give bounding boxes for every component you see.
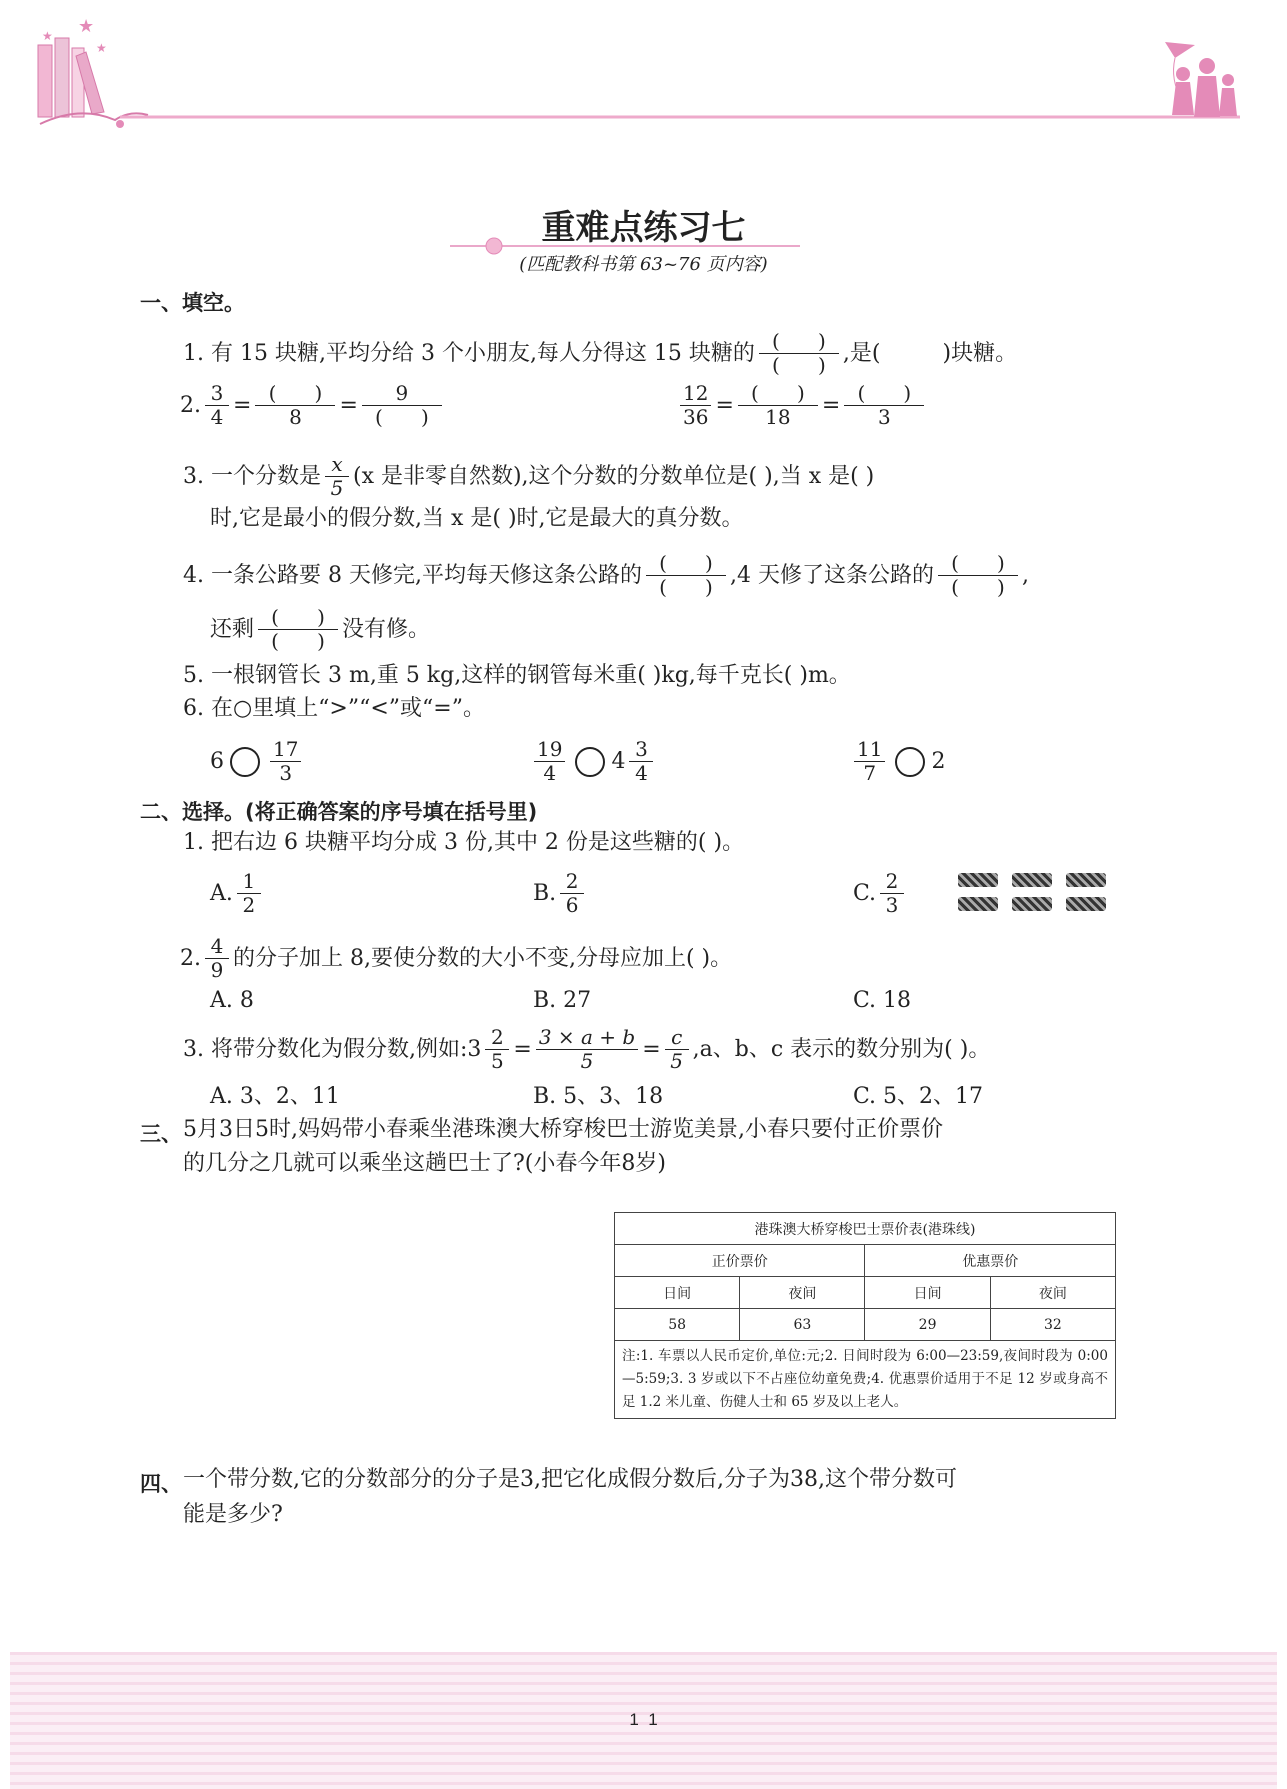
candy-icon xyxy=(1066,897,1106,911)
fare-group-regular: 正价票价 xyxy=(615,1245,865,1277)
fare-value: 32 xyxy=(990,1309,1115,1341)
compare-2-rnum: 3 xyxy=(629,738,653,762)
candy-icon xyxy=(958,873,998,887)
question-1-2-right: $\frac{12}{36}$ = $\frac{( )}{18}$ = $\frac{( )}{3}$ xyxy=(676,382,928,429)
q1-text-a: 1. 有 15 块糖,平均分给 3 个小朋友,每人分得这 15 块糖的 xyxy=(183,340,755,366)
q4-text-b: ,4 天修了这条公路的 xyxy=(729,562,934,588)
option-label: B. xyxy=(533,880,557,906)
choice-3-option-b: B. 5、3、18 xyxy=(533,1084,664,1109)
fare-col-header: 日间 xyxy=(615,1277,740,1309)
choice-1-option-b xyxy=(533,870,588,917)
candy-icon xyxy=(958,897,998,911)
question-1-3-cont: 时,它是最小的假分数,当 x 是( )时,它是最大的真分数。 xyxy=(210,506,744,531)
svg-text:★: ★ xyxy=(78,16,95,37)
q2-g1-num: 12 xyxy=(680,382,711,406)
choice-3-mixed-num: 2 xyxy=(485,1026,509,1050)
option-den: 2 xyxy=(242,893,256,917)
choice-2-label: 2. xyxy=(180,945,201,971)
compare-2-whole: 4 xyxy=(611,748,626,774)
section-4-heading: 四、 xyxy=(140,1472,182,1496)
q4-text-a: 4. 一条公路要 8 天修完,平均每天修这条公路的 xyxy=(183,562,642,588)
choice-3 xyxy=(183,1026,990,1073)
children-kite-icon xyxy=(1165,42,1237,117)
choice-2-num: 4 xyxy=(205,935,229,959)
compare-1-num: 17 xyxy=(270,738,301,762)
fare-col-header: 日间 xyxy=(865,1277,990,1309)
equals-sign: = xyxy=(642,1036,661,1062)
q2-f1-den: 4 xyxy=(210,405,224,429)
option-num: 1 xyxy=(237,870,261,894)
choice-2-den: 9 xyxy=(210,958,224,982)
compare-2-rden: 4 xyxy=(635,761,648,785)
fare-value: 58 xyxy=(615,1309,740,1341)
q3-frac-den: 5 xyxy=(330,476,344,500)
q4-text-d: 还剩 xyxy=(210,616,255,642)
q2-g2-den: 18 xyxy=(765,405,791,429)
question-1-4-cont: 还剩 $\frac{( )}{( )}$ 没有修。 xyxy=(210,605,431,653)
section-4-line-1: 一个带分数,它的分数部分的分子是3,把它化成假分数后,分子为38,这个带分数可 xyxy=(183,1467,957,1492)
fare-table-title: 港珠澳大桥穿梭巴士票价表(港珠线) xyxy=(615,1213,1116,1245)
q3-frac-num: x xyxy=(325,453,349,477)
books-icon xyxy=(38,16,148,128)
fare-value: 29 xyxy=(865,1309,990,1341)
q1-text-c: )块糖。 xyxy=(942,340,1018,366)
q3-text-a: 3. 一个分数是 xyxy=(183,463,321,489)
compare-2-num: 19 xyxy=(534,738,565,762)
compare-circle[interactable] xyxy=(575,747,605,777)
candy-icon xyxy=(1066,873,1106,887)
compare-3-right: 2 xyxy=(931,748,946,774)
section-fill-heading: 一、填空。 xyxy=(140,291,245,315)
fare-col-header: 夜间 xyxy=(990,1277,1115,1309)
question-1-6: 6. 在○里填上“>”“<”或“=”。 xyxy=(183,696,485,721)
header-decoration xyxy=(0,0,1287,140)
fare-group-discount: 优惠票价 xyxy=(865,1245,1116,1277)
q4-text-c: , xyxy=(1021,562,1029,588)
question-1-2-left: 2. $\frac{3}{4}$ = $\frac{( )}{8}$ = $\frac{9}{( )}$ xyxy=(180,382,446,429)
option-den: 3 xyxy=(885,893,899,917)
q1-text-b: ,是( xyxy=(842,340,881,366)
equals-sign: = xyxy=(339,392,358,418)
choice-3-mixed-den: 5 xyxy=(491,1049,504,1073)
section-3-line-1: 5月3日5时,妈妈带小春乘坐港珠澳大桥穿梭巴士游览美景,小春只要付正价票价 xyxy=(183,1117,943,1142)
q1-fraction-blank: $\frac{( )}{( )}$ xyxy=(759,330,839,377)
q4-text-e: 没有修。 xyxy=(342,616,431,642)
choice-2-option-a: A. 8 xyxy=(210,988,254,1013)
section-choice-heading: 二、选择。(将正确答案的序号填在括号里) xyxy=(140,800,538,824)
compare-1-den: 3 xyxy=(279,761,293,785)
compare-1-left: 6 xyxy=(210,748,224,774)
question-1-4: 4. 一条公路要 8 天修完,平均每天修这条公路的 $\frac{( )}{( )}$ ,4 天修了这条公路的 $\frac{( )}{( )}$ , xyxy=(183,551,1029,599)
choice-2-text: 的分子加上 8,要使分数的大小不变,分母应加上( )。 xyxy=(233,945,733,971)
section-4-line-2: 能是多少? xyxy=(183,1502,283,1527)
choice-2-option-b: B. 27 xyxy=(533,988,592,1013)
candy-image xyxy=(958,873,1106,911)
equals-sign: = xyxy=(233,392,252,418)
compare-item-3 xyxy=(850,738,945,785)
choice-2 xyxy=(180,935,732,982)
question-1-3 xyxy=(183,453,874,500)
page-title: 重难点练习七 xyxy=(541,208,746,248)
q2-label: 2. xyxy=(180,392,201,418)
svg-text:★: ★ xyxy=(42,29,53,43)
choice-1: 1. 把右边 6 块糖平均分成 3 份,其中 2 份是这些糖的( )。 xyxy=(183,830,745,855)
choice-3-text-a: 3. 将带分数化为假分数,例如:3 xyxy=(183,1036,482,1062)
option-den: 6 xyxy=(565,893,579,917)
question-1-1 xyxy=(183,330,1017,377)
compare-item-1 xyxy=(210,738,305,785)
candy-icon xyxy=(1012,897,1052,911)
choice-1-option-c xyxy=(853,870,908,917)
section-3-line-2: 的几分之几就可以乘坐这趟巴士了?(小春今年8岁) xyxy=(183,1151,666,1176)
choice-1-option-a xyxy=(210,870,265,917)
q2-f2-den: 8 xyxy=(289,405,302,429)
choice-3-text-b: ,a、b、c 表示的数分别为( )。 xyxy=(692,1036,991,1062)
q2-g3-den: 3 xyxy=(877,405,891,429)
compare-item-2 xyxy=(530,738,657,785)
choice-3-num3: c xyxy=(665,1026,689,1050)
choice-3-den2: 5 xyxy=(580,1049,594,1073)
choice-2-option-c: C. 18 xyxy=(853,988,912,1013)
section-3-heading: 三、 xyxy=(140,1122,182,1146)
fare-table-note: 注:1. 车票以人民币定价,单位:元;2. 日间时段为 6:00—23:59,夜间时段为 0:00—5:59;3. 3 岁或以下不占座位幼童免费;4. 优惠票价适用于不足 12 岁或身高不足 1.2 米儿童、伤健人士和 65 岁及以上老人。 xyxy=(615,1341,1116,1419)
page-subtitle: (匹配教科书第 63~76 页内容) xyxy=(519,254,768,275)
choice-3-den3: 5 xyxy=(670,1049,684,1073)
option-num: 2 xyxy=(560,870,584,894)
choice-3-option-a: A. 3、2、11 xyxy=(210,1084,340,1109)
fare-col-header: 夜间 xyxy=(740,1277,865,1309)
equals-sign: = xyxy=(513,1036,532,1062)
fare-value: 63 xyxy=(740,1309,865,1341)
question-1-5: 5. 一根钢管长 3 m,重 5 kg,这样的钢管每米重( )kg,每千克长( )m。 xyxy=(183,663,851,688)
option-label: A. xyxy=(210,880,233,906)
fare-table xyxy=(614,1212,1116,1419)
q3-text-b: (x 是非零自然数),这个分数的分数单位是( ),当 x 是( ) xyxy=(352,463,875,489)
q2-f1-num: 3 xyxy=(205,382,229,406)
option-label: C. xyxy=(853,880,877,906)
svg-text:★: ★ xyxy=(96,41,107,55)
candy-icon xyxy=(1012,873,1052,887)
compare-circle[interactable] xyxy=(895,747,925,777)
equals-sign: = xyxy=(821,392,841,418)
choice-3-num2: 3 × a + b xyxy=(536,1026,638,1050)
q2-g1-den: 36 xyxy=(683,405,709,429)
compare-3-num: 11 xyxy=(854,738,885,762)
equals-sign: = xyxy=(715,392,734,418)
option-num: 2 xyxy=(880,870,904,894)
compare-circle[interactable] xyxy=(230,747,260,777)
q2-f3-num: 9 xyxy=(362,382,442,406)
compare-2-den: 4 xyxy=(543,761,557,785)
choice-3-option-c: C. 5、2、17 xyxy=(853,1084,984,1109)
compare-3-den: 7 xyxy=(863,761,877,785)
page-number: 1 1 xyxy=(629,1710,658,1729)
